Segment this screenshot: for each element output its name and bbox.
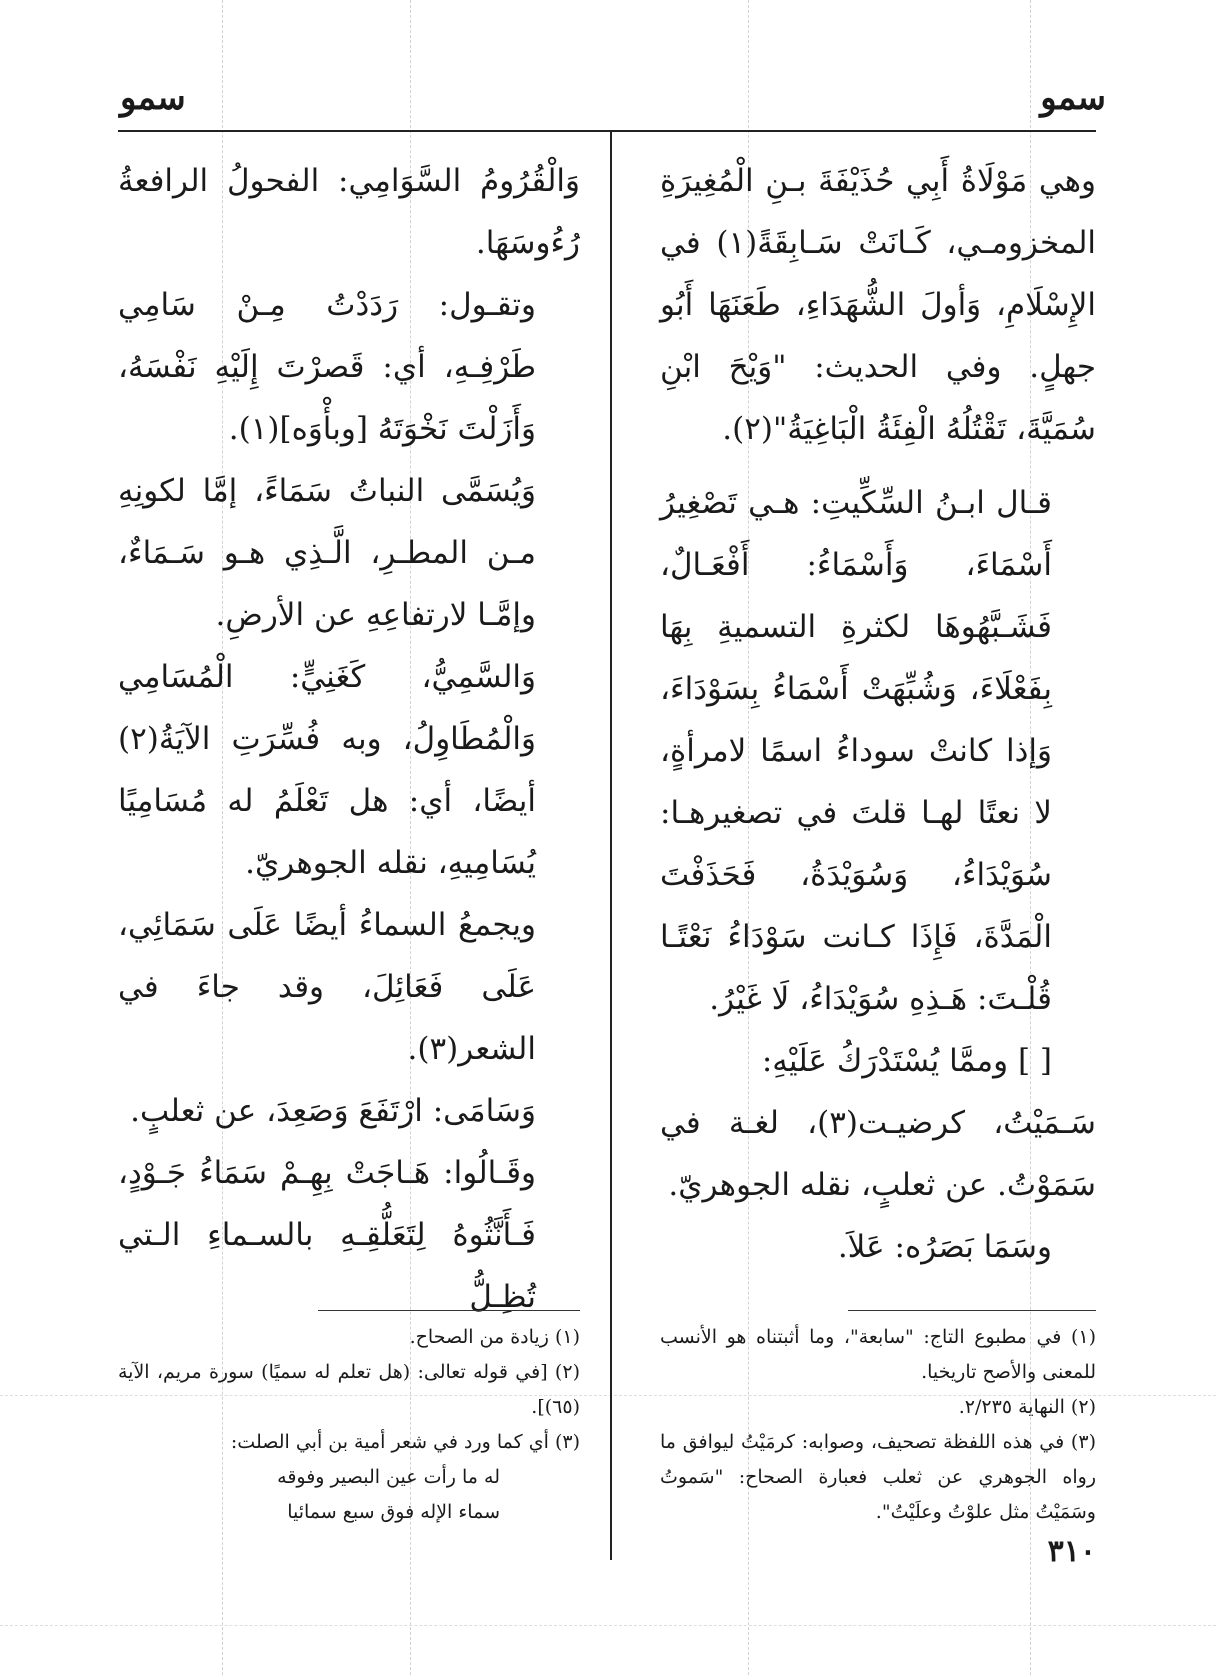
footnote: (٣) في هذه اللفظة تصحيف، وصوابه: كرمَيْتُ ليوافق ما رواه الجوهري عن ثعلب فعبارة الصحاح: "سَموتُ وسَمَيْتُ مثل علوْتُ وعلَيْتُ".	[660, 1431, 1096, 1523]
column-divider	[610, 130, 612, 1560]
footnote: (١) في مطبوع التاج: "سابعة"، وما أثبتناه هو الأنسب للمعنى والأصح تاريخيا.	[660, 1326, 1096, 1383]
paragraph: قـال ابـنُ السِّكِّيتِ: هـي تَصْغِيرُ أَسْمَاءَ، وَأَسْمَاءُ: أَفْعَـالٌ، فَشَـبَّهُوهَا لكثرةِ التسميةِ بِهَا بِفَعْلَاءَ، وَشُبِّهَتْ أَسْمَاءُ بِسَوْدَاءَ، وَإذا كانتْ سوداءُ اسمًا لامرأةٍ، لا نعتًا لهـا قلتَ في تصغيرهـا: سُوَيْدَاءُ، وَسُوَيْدَةُ، فَحَذَفْتَ الْمَدَّةَ، فَإِذَا كـانت سَوْدَاءُ نَعْتًـا قُلْـتَ: هَـذِهِ سُوَيْدَاءُ، لَا غَيْرُ.	[660, 485, 1052, 1017]
footnote-rule	[318, 1310, 580, 1311]
footnote: (٢) النهاية ٢/٢٣٥.	[958, 1396, 1096, 1418]
scan-guide-line	[0, 1625, 1216, 1626]
right-footnotes	[660, 1320, 1096, 1530]
left-column	[118, 150, 580, 1328]
paragraph: وَالسَّمِيُّ، كَغَنِيٍّ: الْمُسَامِي وَالْمُطَاوِلُ، وبه فُسِّرَتِ الآيَةُ(٢) أيضًا، أي: هل تَعْلَمُ له مُسَامِيًا يُسَامِيهِ، نقله الجوهريّ.	[118, 659, 536, 881]
paragraph: وقَـالُوا: هَـاجَتْ بِهِـمْ سَمَاءُ جَـوْدٍ، فَـأَنَّثُوهُ لِتَعَلُّقِـهِ بالسـماءِ الـتي تُظِـلُّ	[118, 1155, 536, 1315]
paragraph: وَيُسَمَّى النباتُ سَمَاءً، إمَّا لكونِهِ مـن المطـرِ، الَّـذِي هـو سَـمَاءٌ، وإمَّـا لارتفاعِهِ عن الأرضِ.	[118, 473, 536, 633]
paragraph: وسَمَا بَصَرُه: عَلاَ.	[837, 1229, 1052, 1265]
paragraph: سَـمَيْتُ، كرضيـت(٣)، لغـة في سَمَوْتُ. عن ثعلبٍ، نقله الجوهريّ.	[660, 1105, 1096, 1203]
paragraph: وتقـول: رَدَدْتُ مِـنْ سَامِي طَرْفِـهِ، أي: قَصرْتَ إِلَيْهِ نَفْسَهُ، وَأَزَلْتَ نَخْوَتَهُ [وبأْوَه](١).	[118, 287, 536, 447]
footnote: (٣) أي كما ورد في شعر أمية بن أبي الصلت:	[230, 1431, 580, 1453]
paragraph: وَالْقُرُومُ السَّوَامِي: الفحولُ الرافعةُ رُءُوسَهَا.	[118, 163, 580, 261]
paragraph: [ ] وممَّا يُسْتَدْرَكُ عَلَيْهِ:	[761, 1043, 1052, 1079]
paragraph: وَسَامَى: ارْتَفَعَ وَصَعِدَ، عن ثعلبٍ.	[130, 1093, 536, 1129]
footnote: (٢) [في قوله تعالى: (هل تعلم له سميًا) سورة مريم، الآية (٦٥)].	[118, 1361, 580, 1418]
paragraph: وهي مَوْلَاةُ أَبِي حُذَيْفَةَ بـنِ الْمُغِيرَةِ المخزومـي، كَـانَتْ سَـابِقَةً(١) في الإِسْلَامِ، وَأولَ الشُّهَدَاءِ، طَعَنَهَا أَبُو جهلٍ. وفي الحديث: "وَيْحَ ابْنِ سُمَيَّةَ، تَقْتُلُهُ الْفِئَةُ الْبَاغِيَةُ"(٢).	[660, 163, 1097, 447]
running-header-left: سمو	[120, 78, 186, 118]
running-header-right: سمو	[1040, 78, 1106, 118]
left-footnotes	[118, 1320, 580, 1530]
header-rule	[118, 130, 1096, 132]
right-column	[660, 150, 1096, 1278]
verse-line: سماء الإله فوق سبع سمائيا	[287, 1501, 500, 1523]
paragraph: ويجمعُ السماءُ أيضًا عَلَى سَمَائِي، عَلَى فَعَائِلَ، وقد جاءَ في الشعر(٣).	[118, 907, 536, 1067]
footnote: (١) زيادة من الصحاح.	[409, 1326, 580, 1348]
verse-line: له ما رأت عين البصير وفوقه	[277, 1466, 500, 1488]
page-number: ٣١٠	[1047, 1534, 1096, 1569]
footnote-rule	[848, 1310, 1096, 1311]
